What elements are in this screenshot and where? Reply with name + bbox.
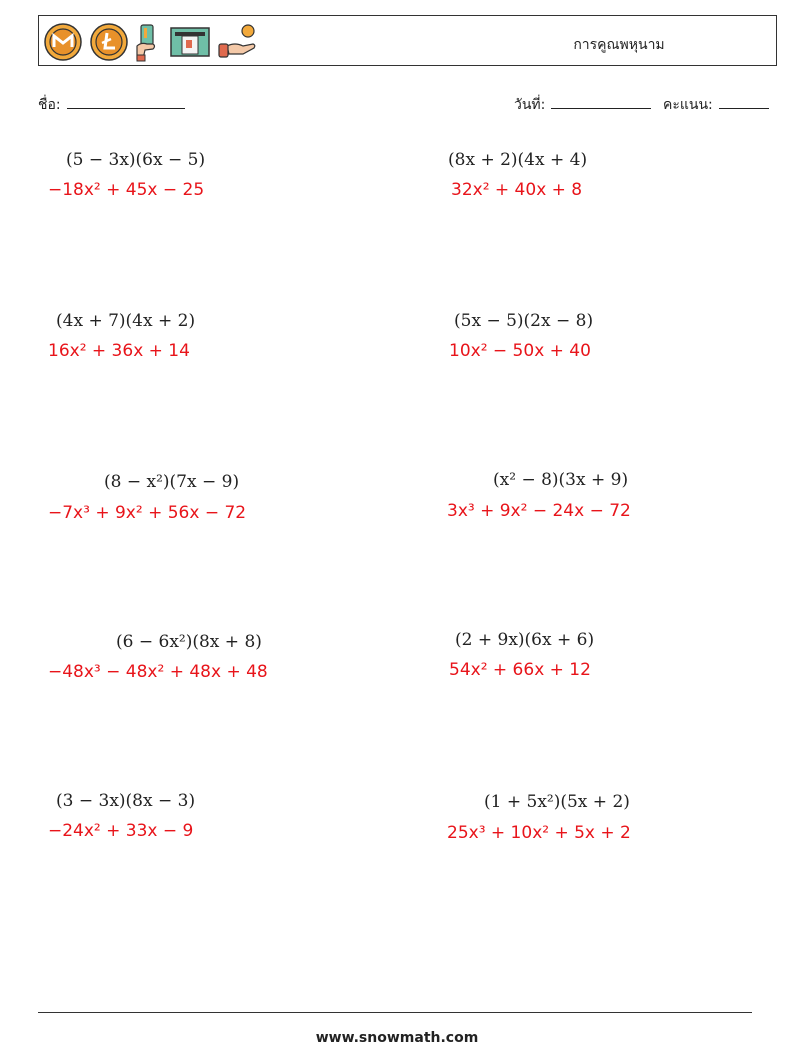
score-label: คะแนน: — [663, 97, 713, 113]
problem-10-answer: 25x³ + 10x² + 5x + 2 — [447, 823, 631, 843]
date-label: วันที่: — [514, 97, 546, 113]
footer-url[interactable]: www.snowmath.com — [315, 1030, 479, 1046]
problem-9-answer: −24x² + 33x − 9 — [48, 821, 194, 841]
header-icons — [43, 21, 259, 63]
problem-8-question: (2 + 9x)(6x + 6) — [455, 630, 595, 650]
problem-7-question: (6 − 6x²)(8x + 8) — [116, 632, 262, 652]
date-blank[interactable] — [551, 95, 651, 109]
problem-1-answer: −18x² + 45x − 25 — [48, 180, 205, 200]
problem-4-answer: 10x² − 50x + 40 — [449, 341, 591, 361]
problem-3-answer: 16x² + 36x + 14 — [48, 341, 190, 361]
score-field — [663, 94, 769, 116]
score-blank[interactable] — [719, 95, 769, 109]
problem-1-question: (5 − 3x)(6x − 5) — [66, 150, 206, 170]
problem-4-question: (5x − 5)(2x − 8) — [454, 311, 594, 331]
problem-5-question: (8 − x²)(7x − 9) — [104, 472, 240, 492]
problem-3-question: (4x + 7)(4x + 2) — [56, 311, 196, 331]
worksheet-header — [38, 15, 777, 66]
worksheet-title: การคูณพหุนาม — [573, 37, 665, 53]
footer-divider — [38, 1012, 752, 1013]
problem-6-answer: 3x³ + 9x² − 24x − 72 — [447, 501, 631, 521]
hand-coin-icon — [217, 22, 259, 62]
name-field — [38, 94, 185, 116]
date-field — [514, 94, 651, 116]
name-label: ชื่อ: — [38, 97, 61, 113]
monero-coin-icon — [43, 22, 83, 62]
problem-6-question: (x² − 8)(3x + 9) — [493, 470, 629, 490]
problem-10-question: (1 + 5x²)(5x + 2) — [484, 792, 630, 812]
atm-card-icon — [169, 22, 211, 62]
problem-7-answer: −48x³ − 48x² + 48x + 48 — [48, 662, 268, 682]
problem-2-answer: 32x² + 40x + 8 — [451, 180, 583, 200]
name-blank[interactable] — [67, 95, 185, 109]
hand-card-icon — [135, 22, 163, 62]
problem-8-answer: 54x² + 66x + 12 — [449, 660, 591, 680]
problem-9-question: (3 − 3x)(8x − 3) — [56, 791, 196, 811]
litecoin-coin-icon — [89, 22, 129, 62]
problem-5-answer: −7x³ + 9x² + 56x − 72 — [48, 503, 247, 523]
problem-2-question: (8x + 2)(4x + 4) — [448, 150, 588, 170]
